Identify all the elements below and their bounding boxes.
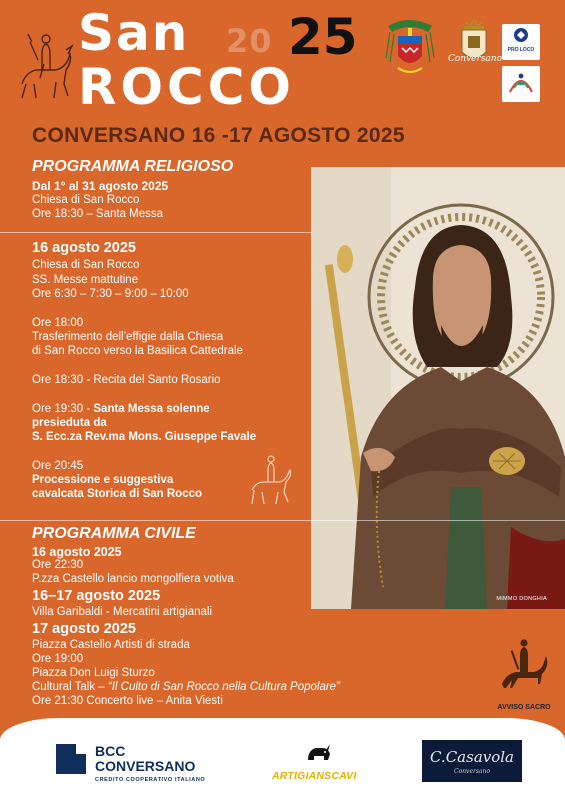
- event-3-line-2: presieduta da: [32, 417, 107, 429]
- date-line: CONVERSANO 16 -17 AGOSTO 2025: [32, 124, 405, 147]
- civil-date-3-event-2: Piazza Don Luigi Sturzo: [32, 667, 155, 679]
- proloco-logo-2: [502, 66, 540, 102]
- event-3-title: Santa Messa solenne: [93, 403, 210, 415]
- proloco-logo-icon: [502, 24, 540, 48]
- religious-day-times: Ore 6:30 – 7:30 – 9:00 – 10:00: [32, 288, 189, 300]
- artigianscavi-logo-text: ARTIGIANSCAVI: [272, 770, 357, 782]
- religious-period-mass: Ore 18:30 – Santa Messa: [32, 208, 164, 220]
- event-2-line: Ore 18:30 - Recita del Santo Rosario: [32, 374, 221, 386]
- event-4-line-2: cavalcata Storica di San Rocco: [32, 488, 203, 500]
- religious-day-place: Chiesa di San Rocco: [32, 259, 140, 271]
- avviso-sacro-label: AVVISO SACRO: [497, 704, 551, 711]
- divider: [0, 520, 565, 521]
- cavalcata-rider-icon: [246, 452, 294, 510]
- year-strong: 25: [288, 8, 358, 66]
- civil-talk-line: [32, 682, 340, 694]
- town-script: Conversano: [448, 54, 503, 64]
- religious-day-date: 16 agosto 2025: [32, 240, 136, 256]
- religious-section-title: PROGRAMMA RELIGIOSO: [32, 158, 234, 175]
- civil-date-3-event-1: Piazza Castello Artisti di strada: [32, 639, 190, 651]
- bcc-name: [95, 744, 195, 773]
- pilgrim-logo-icon: [502, 66, 540, 102]
- religious-day-masses: SS. Messe mattutine: [32, 274, 139, 286]
- bcc-subtitle: CREDITO COOPERATIVO ITALIANO: [95, 777, 206, 783]
- casavola-subtitle: Conversano: [453, 768, 490, 775]
- event-4-line-1: Processione e suggestiva: [32, 474, 174, 486]
- bcc-name-line-2: CONVERSANO: [95, 757, 196, 774]
- year-ghost: 20: [226, 22, 273, 60]
- title-san: San: [78, 4, 190, 62]
- event-3-line: [32, 404, 210, 416]
- religious-period-place: Chiesa di San Rocco: [32, 194, 140, 206]
- avviso-sacro-rider-icon: [494, 638, 552, 702]
- event-1-line-1: Trasferimento dell’effigie dalla Chiesa: [32, 331, 224, 343]
- proloco-logo: [502, 24, 540, 60]
- civil-date-1-event: P.zza Castello lancio mongolfiera votiva: [32, 573, 234, 585]
- civil-talk-title: “Il Culto di San Rocco nella Cultura Popolare”: [107, 681, 340, 693]
- bcc-name-line-1: BCC: [95, 743, 126, 759]
- civil-date-2: 16–17 agosto 2025: [32, 588, 161, 604]
- civil-date-3: 17 agosto 2025: [32, 621, 136, 637]
- religious-period: Dal 1° al 31 agosto 2025: [32, 179, 169, 193]
- photo-credit: MIMMO DONGHIA: [496, 596, 547, 602]
- bishop-coat-of-arms-icon: [382, 18, 438, 80]
- civil-talk-prefix: Cultural Talk –: [32, 681, 108, 693]
- civil-date-2-event: Villa Garibaldi - Mercatini artigianali: [32, 606, 213, 618]
- bcc-logo-icon: [56, 744, 86, 774]
- saint-statue-photo: [311, 167, 565, 609]
- event-3-line-3: S. Ecc.za Rev.ma Mons. Giuseppe Favale: [32, 431, 257, 443]
- proloco-label: PRO LOCO: [507, 47, 535, 53]
- civil-section-title: PROGRAMMA CIVILE: [32, 525, 196, 542]
- event-3-time: Ore 19:30 -: [32, 403, 94, 415]
- civil-date-1: 16 agosto 2025: [32, 545, 122, 559]
- divider: [0, 232, 312, 233]
- civil-date-1-time: Ore 22:30: [32, 559, 84, 571]
- civil-date-3-time-2: Ore 19:00: [32, 653, 84, 665]
- rhino-icon: [304, 740, 332, 766]
- casavola-name: C.Casavola: [429, 748, 515, 766]
- event-4-time: Ore 20:45: [32, 460, 84, 472]
- title-rocco: ROCCO: [78, 58, 295, 116]
- event-1-line-2: di San Rocco verso la Basilica Cattedrale: [32, 345, 243, 357]
- civil-concert: Ore 21:30 Concerto live – Anita Viesti: [32, 695, 223, 707]
- horse-rider-icon: [12, 24, 74, 104]
- event-1-time: Ore 18:00: [32, 317, 84, 329]
